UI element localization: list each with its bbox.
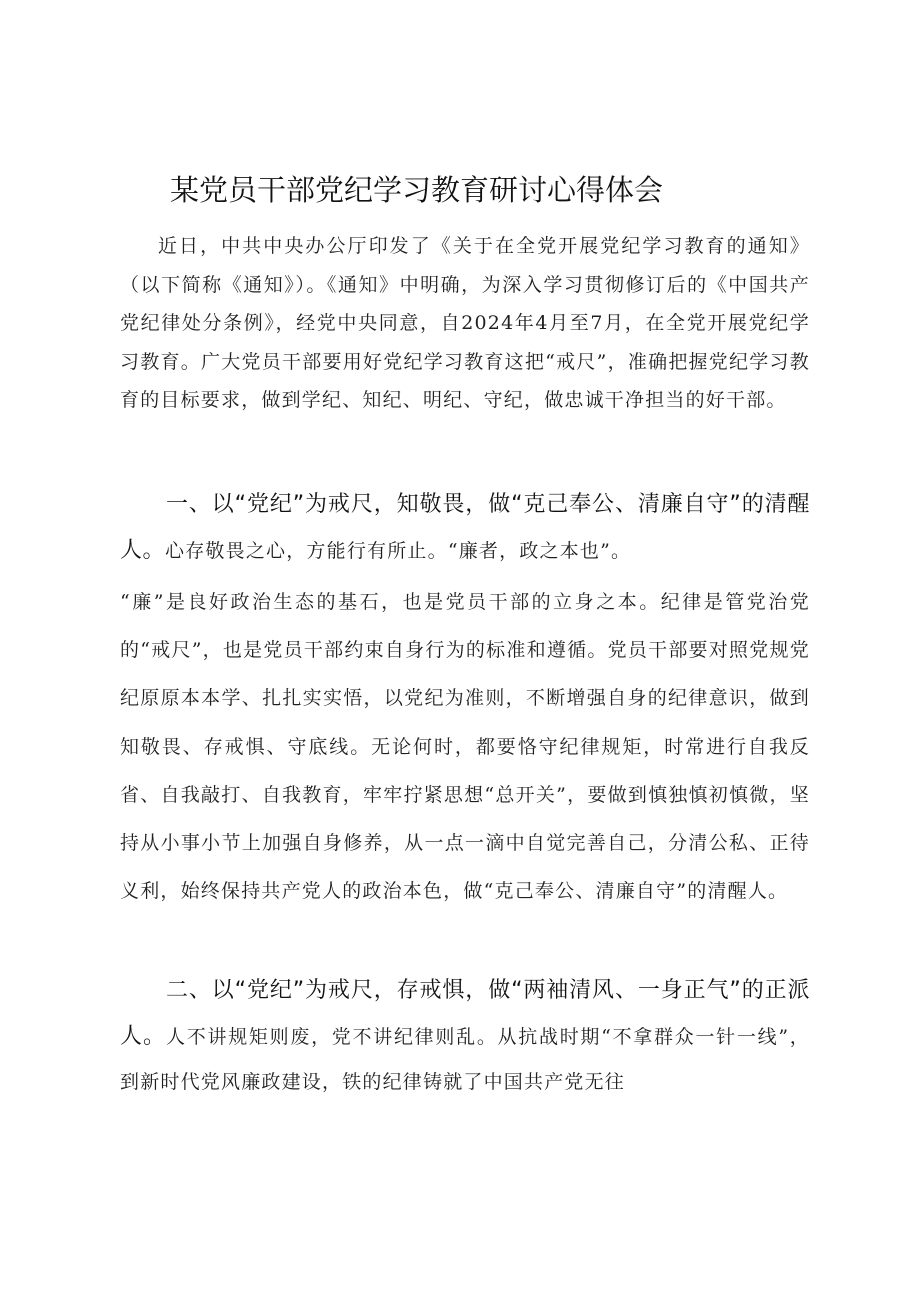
section-2-body: 人不讲规矩则废，党不讲纪律则乱。从抗战时期“不拿群众一针一线”，到新时代党风廉政建设，铁的纪律铸就了中国共产党无往 (120, 1026, 810, 1093)
section-1-paragraph (120, 482, 810, 574)
intro-paragraph: 近日，中共中央办公厅印发了《关于在全党开展党纪学习教育的通知》（以下简称《通知》）。《通知》中明确，为深入学习贯彻修订后的《中国共产党纪律处分条例》，经党中央同意，自2024年4月至7月，在全党开展党纪学习教育。广大党员干部要用好党纪学习教育这把“戒尺”，准确把握党纪学习教育的目标要求，做到学纪、知纪、明纪、守纪，做忠诚干净担当的好干部。 (120, 235, 810, 411)
section-1-heading: 一、以“党纪”为戒尺，知敬畏，做“克己奉公、清廉自守”的清醒人。 (120, 492, 810, 563)
section-2-heading: 二、以“党纪”为戒尺，存戒惧，做“两袖清风、一身正气”的正派人。 (120, 978, 810, 1049)
section-1-lead: 心存敬畏之心，方能行有所止。“廉者，政之本也”。 (165, 540, 632, 562)
document-title: 某党员干部党纪学习教育研讨心得体会 (170, 173, 664, 207)
section-2-paragraph (120, 968, 810, 1105)
section-1-body: “廉”是良好政治生态的基石，也是党员干部的立身之本。纪律是管党治党的“戒尺”，也是党员干部约束自身行为的标准和遵循。党员干部要对照党规党纪原原本本学、扎扎实实悟，以党纪为准则，不断增强自身的纪律意识，做到知敬畏、存戒惧、守底线。无论何时，都要恪守纪律规矩，时常进行自我反省、自我敲打、自我教育，牢牢拧紧思想“总开关”，要做到慎独慎初慎微，坚持从小事小节上加强自身修养，从一点一滴中自觉完善自己，分清公私、正待义利，始终保持共产党人的政治本色，做“克己奉公、清廉自守”的清醒人。 (120, 591, 810, 903)
